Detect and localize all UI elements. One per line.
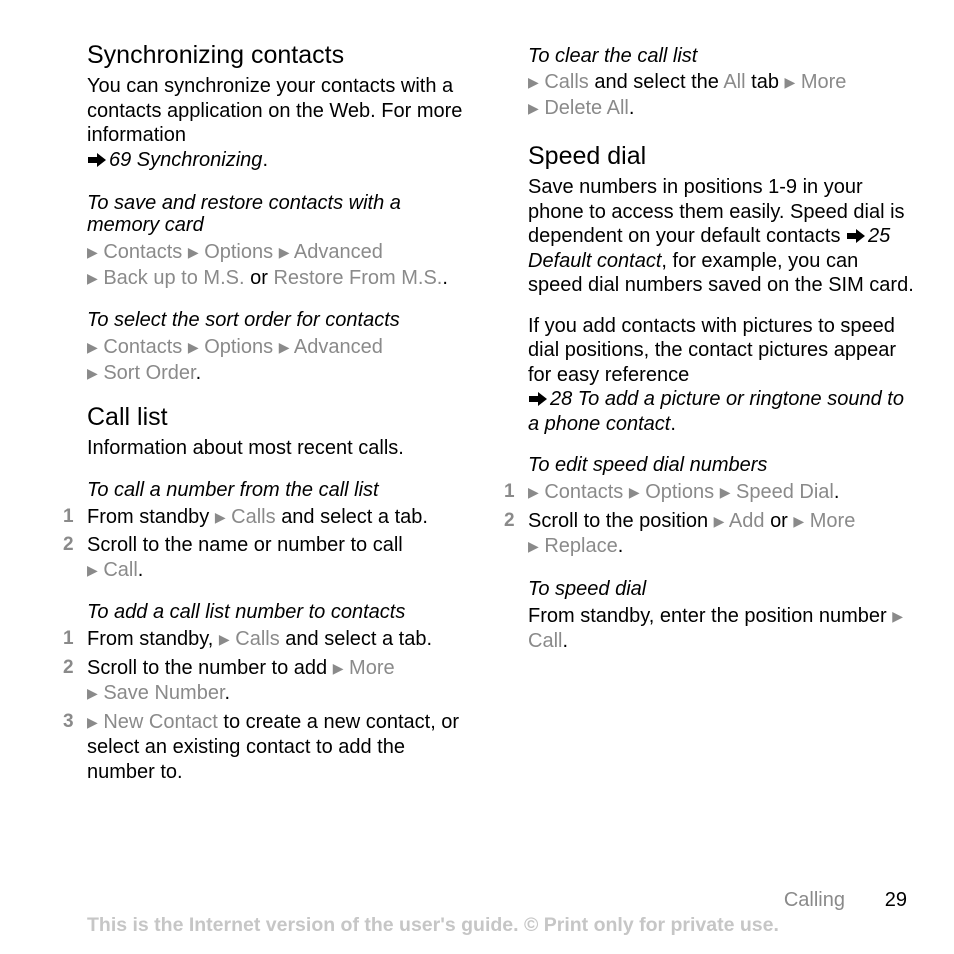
- speed-heading: Speed dial: [528, 142, 647, 170]
- list-item: 1 From standby ▶ Calls and select a tab.: [63, 505, 428, 528]
- edit-title: To edit speed dial numbers: [528, 454, 768, 476]
- dial-title: To speed dial: [528, 577, 647, 600]
- list-item: 3 ▶ New Contact to create a new contact, or select an existing contact to add the number to.: [63, 710, 460, 783]
- arrow-right-icon: [528, 388, 550, 410]
- play-arrow-icon: ▶: [214, 508, 226, 525]
- speed-paragraph-2: If you add contacts with pictures to speed dial positions, the contact pictures appear for easy reference 28 To add a picture or ringtone sound to a phone contact.: [528, 314, 904, 435]
- call-from-steps: [63, 505, 477, 584]
- play-arrow-icon: ▶: [87, 561, 98, 578]
- calllist-paragraph: Information about most recent calls.: [87, 437, 404, 459]
- play-arrow-icon: ▶: [528, 99, 539, 116]
- play-arrow-icon: ▶: [87, 713, 98, 730]
- save-restore-title: To save and restore contacts with a memory card: [87, 192, 401, 236]
- arrow-right-icon: [87, 149, 109, 171]
- play-arrow-icon: ▶: [87, 685, 98, 701]
- play-arrow-icon: ▶: [187, 244, 199, 260]
- list-item: 1 ▶ Contacts ▶ Options ▶ Speed Dial.: [504, 481, 840, 503]
- list-item: 2 Scroll to the position ▶ Add or ▶ More ▶ Replace.: [504, 509, 856, 557]
- list-item: 2 Scroll to the name or number to call ▶ Call.: [63, 534, 403, 581]
- play-arrow-icon: ▶: [528, 74, 539, 90]
- play-arrow-icon: ▶: [87, 269, 98, 286]
- arrow-right-icon: [846, 225, 868, 247]
- play-arrow-icon: ▶: [218, 631, 230, 647]
- right-column: [504, 45, 918, 654]
- play-arrow-icon: ▶: [87, 244, 98, 260]
- speed-paragraph: Save numbers in positions 1-9 in your phone to access them easily. Speed dial is dependent on your default contacts 25 Default contact, for example, you can speed dial numbers saved on the SIM card.: [528, 176, 914, 296]
- edit-steps: [504, 480, 918, 560]
- list-item: 1 From standby, ▶ Calls and select a tab.: [63, 628, 433, 650]
- dial-paragraph: From standby, enter the position number ▶ Call.: [528, 604, 904, 652]
- play-arrow-icon: ▶: [528, 484, 539, 500]
- call-from-title: To call a number from the call list: [87, 478, 379, 501]
- play-arrow-icon: ▶: [793, 512, 805, 529]
- clear-title: To clear the call list: [528, 45, 698, 67]
- footer-note: This is the Internet version of the user's guide. © Print only for private use.: [87, 914, 779, 936]
- play-arrow-icon: ▶: [87, 364, 98, 381]
- play-arrow-icon: ▶: [628, 484, 640, 500]
- play-arrow-icon: ▶: [332, 659, 344, 676]
- add-steps: [63, 627, 477, 784]
- play-arrow-icon: ▶: [187, 339, 199, 355]
- xref-link[interactable]: 25 Default contact: [528, 225, 891, 272]
- play-arrow-icon: ▶: [784, 74, 796, 90]
- play-arrow-icon: ▶: [87, 339, 98, 355]
- clear-path: ▶ Calls and select the All tab ▶ More ▶ Delete All.: [528, 71, 847, 119]
- play-arrow-icon: ▶: [719, 484, 731, 500]
- sync-heading: Synchronizing contacts: [87, 41, 345, 69]
- sort-title: To select the sort order for contacts: [87, 309, 400, 331]
- page-number: 29: [884, 889, 907, 911]
- xref-link[interactable]: 69 Synchronizing: [109, 148, 263, 171]
- play-arrow-icon: ▶: [278, 244, 290, 260]
- calllist-heading: Call list: [87, 403, 168, 431]
- play-arrow-icon: ▶: [528, 538, 539, 554]
- play-arrow-icon: ▶: [713, 512, 725, 529]
- play-arrow-icon: ▶: [892, 607, 904, 624]
- sort-path: ▶ Contacts ▶ Options ▶ Advanced ▶ Sort Order.: [87, 336, 383, 384]
- add-title: To add a call list number to contacts: [87, 601, 406, 623]
- footer-section: Calling: [783, 889, 845, 911]
- xref-link[interactable]: 28 To add a picture or ringtone sound to a phone contact: [528, 388, 904, 435]
- sync-paragraph: You can synchronize your contacts with a contacts application on the Web. For more information 69 Synchronizing.: [87, 75, 463, 171]
- play-arrow-icon: ▶: [278, 339, 290, 355]
- left-column: [63, 40, 477, 784]
- save-restore-path: ▶ Contacts ▶ Options ▶ Advanced ▶ Back up to M.S. or Restore From M.S..: [87, 241, 448, 289]
- list-item: 2 Scroll to the number to add ▶ More ▶ Save Number.: [63, 656, 395, 704]
